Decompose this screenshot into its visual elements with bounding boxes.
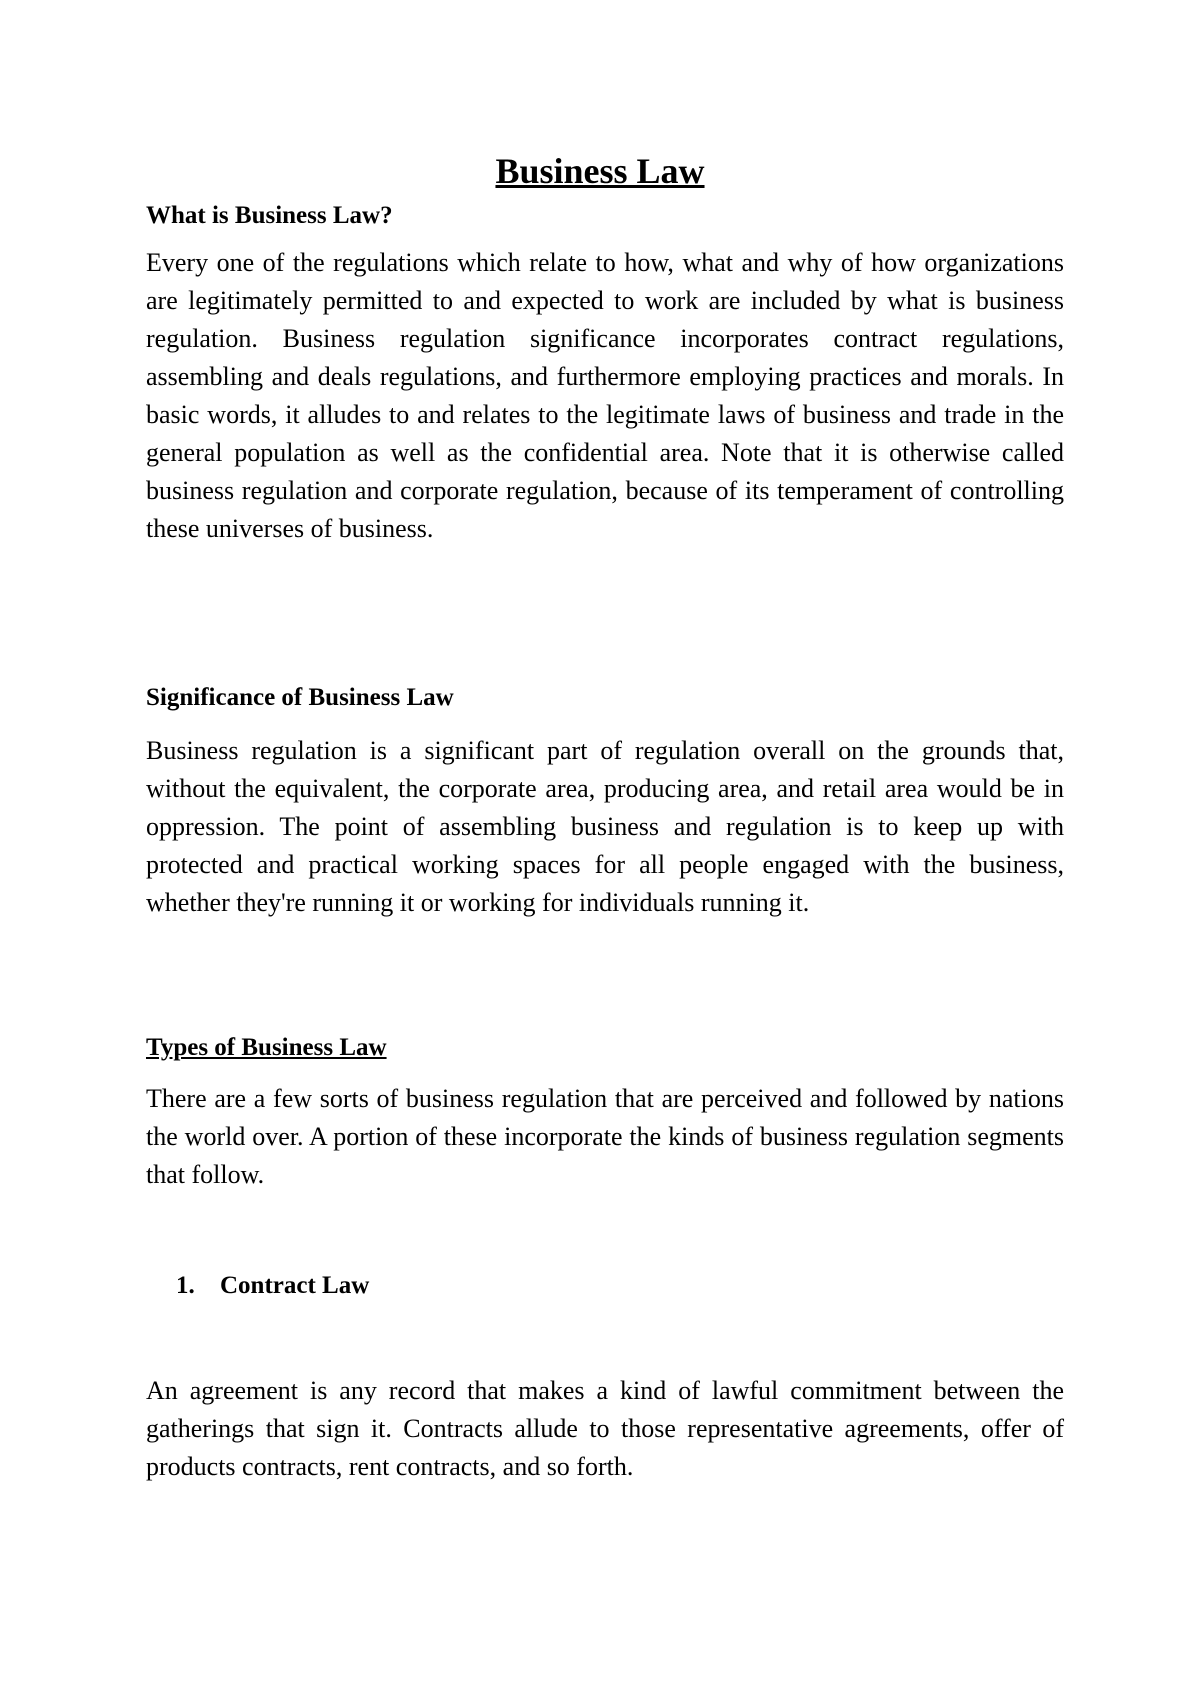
list-item-label: Contract Law bbox=[220, 1272, 370, 1299]
list-item-paragraph-contract-law: An agreement is any record that makes a kind of lawful commitment between the gatherings that sign it. Contracts allude to those representative agreements, offer of products contracts, rent contracts, and so forth. bbox=[146, 1376, 1064, 1481]
section-heading-types: Types of Business Law bbox=[146, 1034, 387, 1061]
list-item-contract-law bbox=[176, 1270, 369, 1302]
document-title: Business Law bbox=[495, 151, 705, 191]
section-paragraph-significance: Business regulation is a significant part of regulation overall on the grounds that, without the equivalent, the corporate area, producing area, and retail area would be in oppression. The point of assembling business and regulation is to keep up with protected and practical working spaces for all people engaged with the business, whether they're running it or working for individuals running it. bbox=[146, 736, 1064, 917]
section-heading-what-is-business-law: What is Business Law? bbox=[146, 202, 393, 229]
section-heading-significance: Significance of Business Law bbox=[146, 684, 454, 711]
section-paragraph-types: There are a few sorts of business regulation that are perceived and followed by nations the world over. A portion of these incorporate the kinds of business regulation segments that follow. bbox=[146, 1084, 1064, 1189]
list-item-number: 1. bbox=[176, 1272, 195, 1299]
section-paragraph-what-is-business-law: Every one of the regulations which relate to how, what and why of how organizations are legitimately permitted to and expected to work are included by what is business regulation. Business regulation significance incorporates contract regulations, assembling and deals regulations, and furthermore employing practices and morals. In basic words, it alludes to and relates to the legitimate laws of business and trade in the general population as well as the confidential area. Note that it is otherwise called business regulation and corporate regulation, because of its temperament of controlling these universes of business. bbox=[146, 248, 1064, 543]
